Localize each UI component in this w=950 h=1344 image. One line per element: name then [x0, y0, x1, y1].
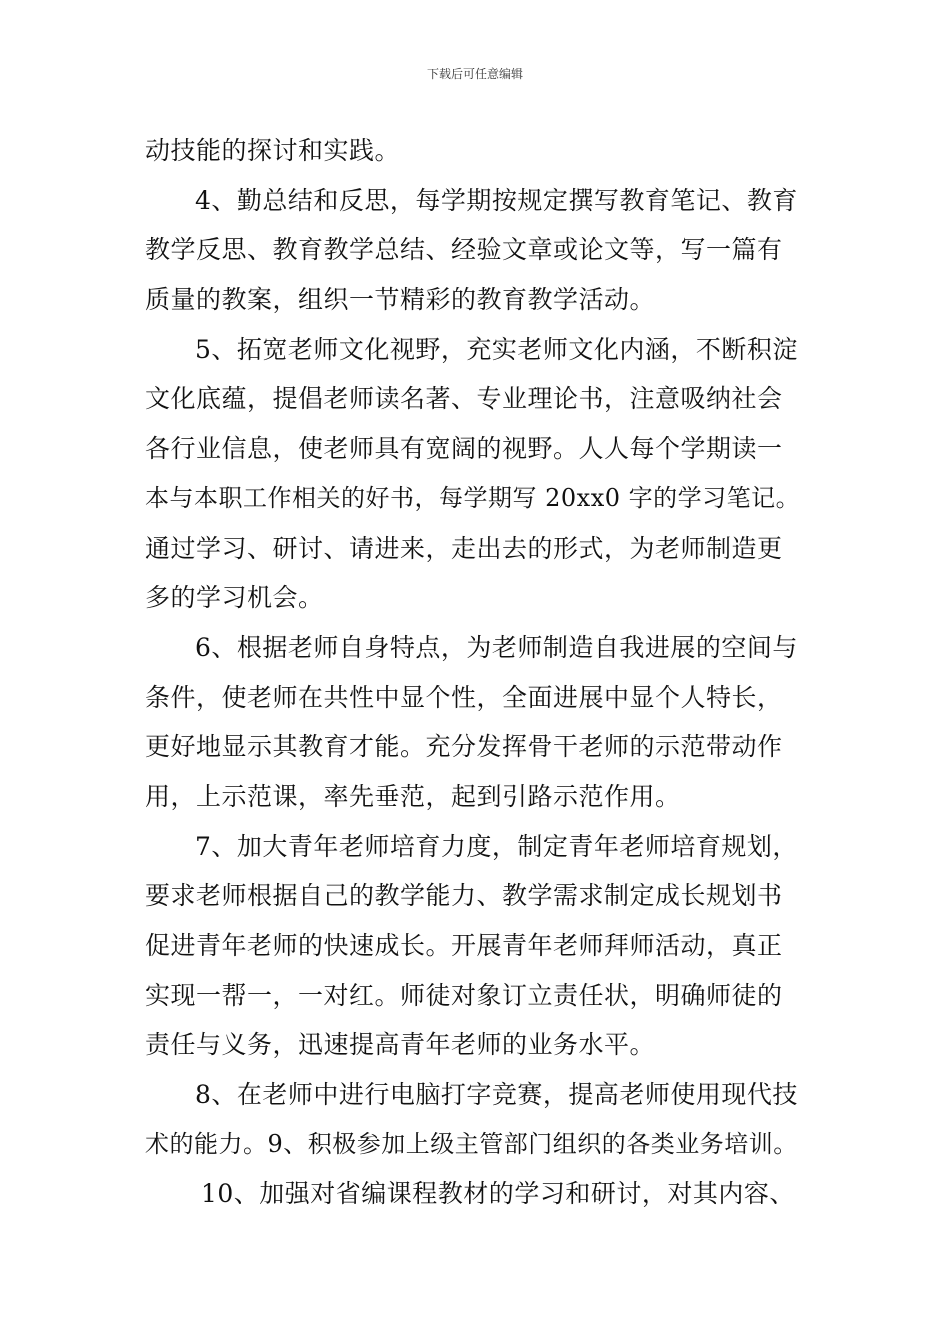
text-line: 术的能力。9、积极参加上级主管部门组织的各类业务培训。 — [145, 1129, 798, 1158]
text-line: 用，上示范课，率先垂范，起到引路示范作用。 — [145, 781, 681, 811]
text-line: 各行业信息，使老师具有宽阔的视野。人人每个学期读一 — [145, 434, 783, 464]
text-line: 通过学习、研讨、请进来，走出去的形式，为老师制造更 — [145, 533, 783, 563]
text-line: 6、根据老师自身特点，为老师制造自我进展的空间与 — [195, 632, 798, 662]
text-line: 5、拓宽老师文化视野，充实老师文化内涵，不断积淀 — [195, 334, 798, 364]
text-line: 本与本职工作相关的好书，每学期写 20xx0 字的学习笔记。 — [145, 483, 801, 512]
text-line: 实现一帮一，一对红。师徒对象订立责任状，明确师徒的 — [145, 980, 783, 1010]
text-line: 动技能的探讨和实践。 — [145, 136, 401, 165]
page-header: 下载后可任意编辑 — [426, 67, 523, 81]
text-line: 8、在老师中进行电脑打字竞赛，提高老师使用现代技 — [195, 1080, 798, 1110]
text-line: 4、勤总结和反思，每学期按规定撰写教育笔记、教育 — [195, 185, 798, 215]
text-line: 质量的教案，组织一节精彩的教育教学活动。 — [145, 285, 656, 315]
text-line: 促进青年老师的快速成长。开展青年老师拜师活动，真正 — [145, 931, 783, 960]
text-line: 7、加大青年老师培育力度，制定青年老师培育规划， — [195, 831, 798, 861]
text-line: 多的学习机会。 — [145, 583, 324, 613]
text-line: 10、加强对省编课程教材的学习和研讨，对其内容、 — [201, 1179, 795, 1209]
body-text — [145, 126, 810, 1219]
text-line: 文化底蕴，提倡老师读名著、专业理论书，注意吸纳社会 — [145, 384, 783, 414]
text-line: 责任与义务，迅速提高青年老师的业务水平。 — [145, 1030, 656, 1060]
text-line: 教学反思、教育教学总结、经验文章或论文等，写一篇有 — [145, 235, 783, 265]
text-line: 要求老师根据自己的教学能力、教学需求制定成长规划书 — [145, 881, 783, 911]
text-line: 条件，使老师在共性中显个性，全面进展中显个人特长， — [145, 682, 783, 712]
text-line: 更好地显示其教育才能。充分发挥骨干老师的示范带动作 — [145, 732, 783, 762]
